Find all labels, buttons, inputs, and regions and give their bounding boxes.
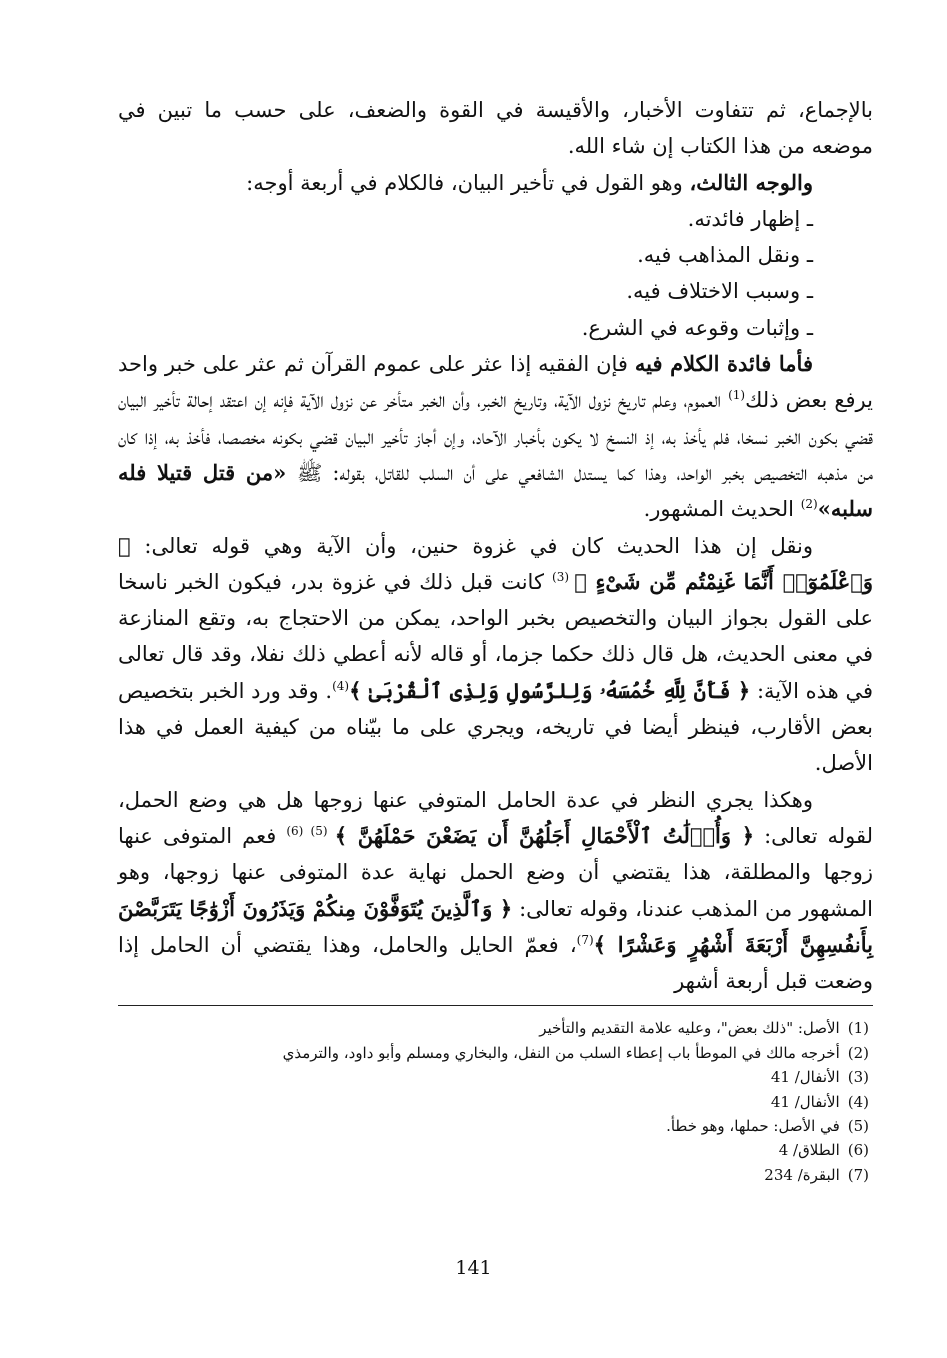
list-item-2: ـ ونقل المذاهب فيه. — [637, 243, 813, 268]
footnotes — [118, 1016, 873, 1187]
paragraph-5 — [118, 782, 873, 1000]
paragraph-1 — [118, 92, 873, 165]
footnote-ref-6: (6) — [286, 823, 311, 838]
footnote-2 — [118, 1041, 869, 1065]
paragraph-3 — [118, 346, 873, 527]
footnote-4 — [118, 1090, 869, 1114]
paragraph-3-text-a: فإن الفقيه إذا عثر على عموم القرآن ثم عثر على خبر واحد يرفع بعض ذلك — [118, 352, 873, 413]
paragraph-4-text-a: ونقل إن هذا الحديث كان في غزوة حنين، وأن الآية وهي قوله تعالى: — [130, 533, 813, 558]
footnote-ref-4: (4) — [332, 678, 350, 693]
quran-verse-anfal-2: ﴿ فَأَنَّ لِلَّهِ خُمُسَهُۥ وَلِلرَّسُولِ وَلِذِى ٱلْقُرْبَىٰ ﴾ — [349, 677, 751, 703]
footnote-3 — [118, 1065, 869, 1089]
footnote-6 — [118, 1138, 869, 1162]
paragraph-4-text-c: . وقد ورد الخبر بتخصيص بعض الأقارب، فينظر أيضا في تاريخه، ويجري على ما بيّناه من كيفية العمل في هذا الأصل. — [118, 678, 873, 776]
paragraph-4 — [118, 528, 873, 782]
benefit-heading: فأما فائدة الكلام فيه — [634, 351, 813, 377]
footnote-number: (2) — [847, 1043, 869, 1062]
hadith-quote: «من قتل قتيلا فله سلبه» — [118, 459, 873, 522]
footnote-text: الأصل: "ذلك بعض"، وعليه علامة التقديم والتأخير — [539, 1019, 840, 1038]
footnote-5 — [118, 1114, 869, 1138]
footnote-ref-3: (3) — [552, 569, 575, 584]
list-item-3: ـ وسبب الاختلاف فيه. — [626, 279, 813, 304]
footnote-text: الطلاق/ 4 — [778, 1141, 840, 1160]
footnote-ref-2: (2) — [800, 497, 818, 512]
paragraph-3-text-c: الحديث المشهور. — [643, 497, 801, 522]
footnote-ref-1: (1) — [728, 388, 746, 403]
footnote-ref-7: (7) — [576, 932, 594, 947]
footnote-number: (3) — [847, 1068, 869, 1087]
paragraph-1-text: بالإجماع، ثم تتفاوت الأخبار، والأقيسة في القوة والضعف، على حسب ما تبين في موضعه من هذا الكتاب إن شاء الله. — [118, 98, 873, 159]
footnote-number: (6) — [847, 1141, 869, 1160]
footnote-1 — [118, 1016, 869, 1040]
footnote-number: (5) — [847, 1117, 869, 1136]
footnote-7 — [118, 1163, 869, 1187]
footnote-divider — [118, 1005, 873, 1006]
footnote-text: أخرجه مالك في الموطأ باب إعطاء السلب من النفل، والبخاري ومسلم وأبو داود، والترمذي — [282, 1043, 840, 1062]
footnote-ref-5: (5) — [310, 823, 335, 838]
paragraph-3-text-b: العموم، وعلم تاريخ نزول الآية، وتاريخ الخبر، وأن الخبر متأخر عن نزول الآية فإنه إن اعتقد إحالة تأخير البيان قضي بكون الخبر نسخا، فلم يأخذ به، إذ النسخ لا يكون بأخبار الآحاد، وإن أجاز تأخير البيان قضي بكونه مخصصا، فأخذ به، إذا كان من مذهبه التخصيص بخبر الواحد، وهذا كما يستدل الشافعي على أن السلب للقاتل، بقوله: — [118, 388, 873, 485]
paragraph-5-text-b: فعم المتوفى عنها زوجها والمطلقة، هذا يقتضي أن وضع الحمل نهاية عدة المتوفى عنها زوجها، وهو المشهور من المذهب عندنا، وقوله تعالى: — [118, 823, 873, 921]
quran-verse-baqara: ﴿ وَٱلَّذِينَ يُتَوَفَّوْنَ مِنكُمْ وَيَذَرُونَ أَزْوَٰجًا يَتَرَبَّصْنَ بِأَنفُسِهِنَّ أَرْبَعَةَ أَشْهُرٍ وَعَشْرًا ﴾ — [118, 895, 873, 957]
third-aspect-heading: والوجه الثالث، — [689, 169, 813, 195]
footnote-text: البقرة/ 234 — [764, 1165, 840, 1184]
list-item-4: ـ وإثبات وقوعه في الشرع. — [581, 315, 813, 340]
page-number: 141 — [455, 1257, 492, 1279]
paragraph-4-text-b: كانت قبل ذلك في غزوة بدر، فيكون الخبر ناسخا على القول بجواز البيان والتخصيص بخبر الواحد، يمكن من الاحتجاج به، وتقع المنازعة في معنى الحديث، هل قال ذلك حكما جزما، أو قاله لأنه أعطي ذلك نفلا، وقد قال تعالى في هذه الآية: — [118, 569, 873, 703]
footnote-text: الأنفال/ 41 — [770, 1068, 840, 1087]
footnote-number: (1) — [847, 1019, 869, 1038]
main-text — [118, 92, 873, 999]
list-item-1: ـ إظهار فائدته. — [687, 206, 813, 231]
paragraph-2 — [118, 165, 873, 201]
paragraph-5-text-c: ، فعمّ الحايل والحامل، وهذا يقتضي أن الحامل إذا وضعت قبل أربعة أشهر — [118, 932, 873, 994]
quran-verse-anfal-1: ﴿ وَٱعْلَمُوٓا۟ أَنَّمَا غَنِمْتُم مِّن شَىْءٍ ﴾ — [118, 532, 873, 594]
footnote-number: (7) — [847, 1165, 869, 1184]
paragraph-2-text: وهو القول في تأخير البيان، فالكلام في أربعة أوجه: — [246, 170, 690, 195]
paragraph-5-text-a: وهكذا يجري النظر في عدة الحامل المتوفي عنها زوجها هل هي وضع الحمل، لقوله تعالى: — [118, 787, 873, 848]
salutation-glyph: ﷺ — [296, 460, 323, 485]
footnote-number: (4) — [847, 1092, 869, 1111]
quran-verse-talaq: ﴿ وَأُو۟لَٰتُ ٱلْأَحْمَالِ أَجَلُهُنَّ أَن يَضَعْنَ حَمْلَهُنَّ ﴾ — [334, 822, 755, 848]
page-content — [118, 92, 873, 1187]
footnote-text: الأنفال/ 41 — [770, 1092, 840, 1111]
footnote-text: في الأصل: حملها، وهو خطأ. — [666, 1117, 840, 1136]
